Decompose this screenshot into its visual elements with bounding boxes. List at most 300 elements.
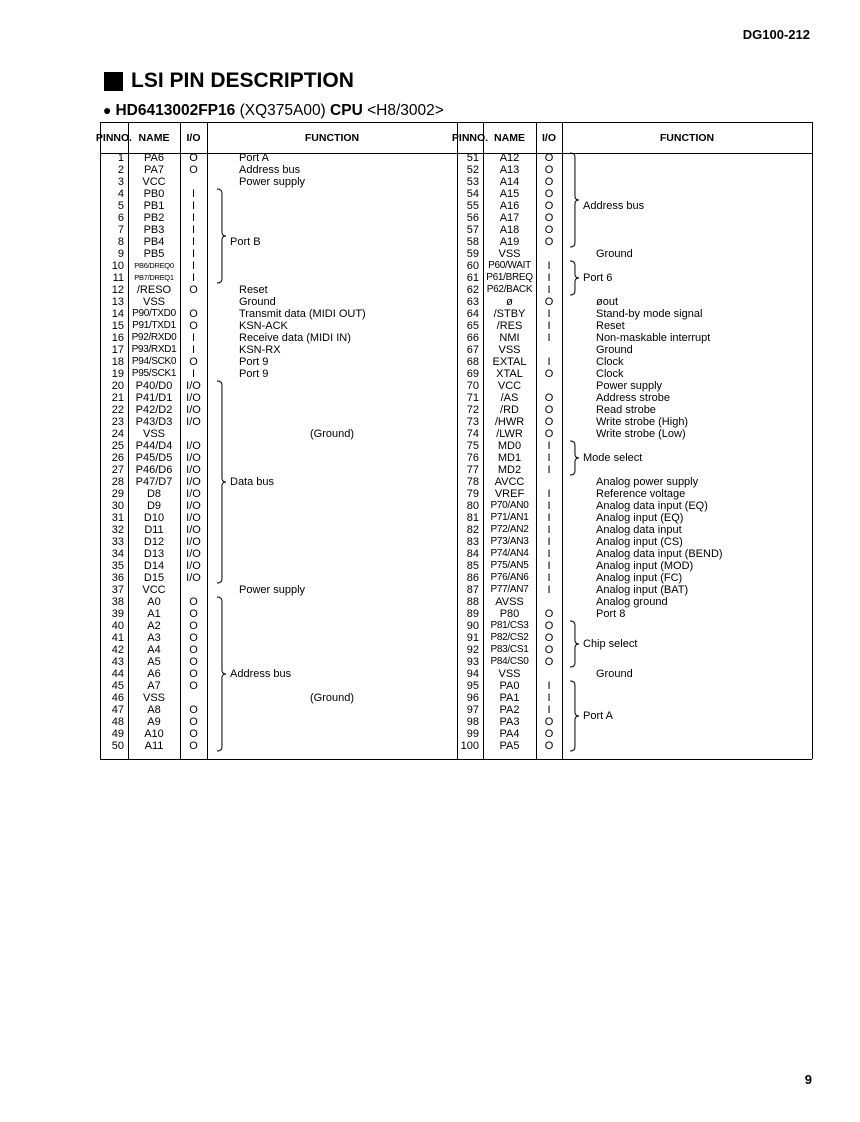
pin-name: VSS (142, 428, 165, 440)
pin-function: KSN-RX (239, 344, 281, 356)
pin-name: P47/D7 (135, 476, 173, 488)
pin-number: 83 (466, 536, 479, 548)
pin-io: I/O (186, 440, 201, 452)
pin-name: A17 (499, 212, 520, 224)
pin-name: D15 (143, 572, 165, 584)
pin-io: I (191, 344, 196, 356)
pin-name: P91/TXD1 (132, 320, 176, 331)
header-name: NAME (494, 131, 525, 144)
pin-number: 57 (466, 224, 479, 236)
pin-function: Power supply (239, 584, 306, 596)
pin-number: 41 (111, 632, 124, 644)
pin-number: 30 (111, 500, 124, 512)
table-border (100, 759, 457, 760)
pin-name: A11 (144, 740, 164, 752)
pin-name: P82/CS2 (490, 632, 529, 643)
pin-io: I (547, 284, 551, 296)
pin-name: /RES (496, 320, 523, 332)
pin-function: Port 9 (239, 356, 269, 368)
pin-io: O (544, 188, 554, 200)
bullet-icon: ● (103, 102, 112, 118)
pin-io: I (547, 524, 551, 536)
group-label: Chip select (583, 638, 638, 650)
pin-number: 87 (466, 584, 479, 596)
pin-number: 80 (466, 500, 479, 512)
pin-name: P93/RXD1 (131, 344, 177, 355)
pin-io: O (189, 608, 198, 620)
pin-number: 11 (112, 272, 124, 284)
pin-function: Analog ground (596, 596, 668, 608)
pin-number: 100 (460, 740, 479, 752)
pin-name: A6 (147, 668, 161, 680)
pin-number: 94 (466, 668, 479, 680)
pin-name: PB2 (143, 212, 165, 224)
pin-name: MD2 (497, 464, 522, 476)
pin-name: P73/AN3 (490, 536, 529, 547)
section-heading (104, 68, 354, 94)
pin-number: 34 (111, 548, 124, 560)
pin-io: O (544, 716, 554, 728)
group-label: (Ground) (309, 428, 355, 440)
pin-number: 55 (466, 200, 479, 212)
group-brace (570, 261, 579, 295)
pin-number: 91 (466, 632, 479, 644)
pin-io: I (191, 272, 196, 284)
pin-number: 93 (466, 656, 479, 668)
pin-io: I/O (186, 572, 201, 584)
pin-io: I (547, 692, 551, 704)
pin-name: A4 (147, 644, 161, 656)
pin-io: O (189, 152, 198, 164)
pin-name: P75/AN5 (490, 560, 529, 571)
pin-name: A13 (499, 164, 520, 176)
pin-name: PA6 (144, 152, 164, 164)
pin-io: I (191, 248, 196, 260)
pin-number: 12 (111, 284, 124, 296)
pin-io: I (547, 488, 551, 500)
pin-io: O (189, 632, 198, 644)
group-label: Data bus (230, 476, 275, 488)
pin-io: I (191, 200, 196, 212)
pin-function: Address bus (239, 164, 301, 176)
pin-io: O (544, 296, 554, 308)
pin-number: 95 (466, 680, 479, 692)
pin-function: Port 9 (239, 368, 269, 380)
pin-name: MD1 (497, 452, 522, 464)
pin-number: 90 (466, 620, 479, 632)
pin-number: 14 (111, 308, 124, 320)
pin-name: A14 (499, 176, 520, 188)
pin-io: O (189, 728, 198, 740)
pin-number: 15 (111, 320, 124, 332)
group-label: Address bus (230, 668, 292, 680)
pin-io: I/O (186, 416, 201, 428)
pin-name: A2 (147, 620, 161, 632)
pin-number: 27 (111, 464, 124, 476)
pin-name: P61/BREQ (486, 272, 533, 283)
pin-name: P72/AN2 (490, 524, 529, 535)
group-brace (217, 597, 226, 751)
pin-name: A16 (499, 200, 520, 212)
pin-number: 35 (111, 560, 124, 572)
pin-io: O (189, 320, 198, 332)
pin-io: I/O (186, 560, 201, 572)
pin-number: 89 (466, 608, 479, 620)
pin-name: PA1 (499, 692, 520, 704)
pin-name: A9 (147, 716, 161, 728)
pin-number: 19 (111, 368, 124, 380)
pin-name: A15 (499, 188, 520, 200)
pin-io: I (547, 500, 551, 512)
group-label: Mode select (583, 452, 643, 464)
pin-number: 40 (111, 620, 124, 632)
pin-function: Power supply (239, 176, 306, 188)
pin-io: O (544, 224, 554, 236)
header-pin-line2: NO. (113, 131, 133, 144)
pin-io: I (547, 320, 551, 332)
pin-number: 24 (111, 428, 124, 440)
pin-io: I (547, 584, 551, 596)
pin-name: /RD (500, 404, 519, 416)
pin-number: 26 (111, 452, 124, 464)
pin-number: 64 (466, 308, 479, 320)
pin-number: 42 (111, 644, 124, 656)
section-title: LSI PIN DESCRIPTION (131, 69, 354, 92)
group-label: Port B (230, 236, 261, 248)
pin-name: P70/AN0 (490, 500, 529, 511)
pin-name: EXTAL (492, 356, 527, 368)
pin-io: I (547, 464, 551, 476)
pin-number: 29 (111, 488, 124, 500)
pin-io: O (544, 620, 554, 632)
pin-name: PB1 (143, 200, 165, 212)
pin-name: A1 (147, 608, 161, 620)
pin-number: 8 (117, 236, 124, 248)
pin-name: VCC (142, 176, 166, 188)
header-name: NAME (138, 131, 170, 144)
pin-number: 88 (466, 596, 479, 608)
pin-io: O (189, 308, 198, 320)
pin-number: 82 (466, 524, 479, 536)
pin-io: O (544, 428, 554, 440)
pin-name: P83/CS1 (490, 644, 529, 655)
pin-number: 81 (466, 512, 479, 524)
pin-io: I/O (186, 488, 201, 500)
pin-io: I (547, 332, 551, 344)
pin-io: I (547, 548, 551, 560)
pin-number: 25 (111, 440, 124, 452)
pin-name: AVCC (494, 476, 525, 488)
pin-name: D10 (143, 512, 165, 524)
pin-number: 6 (117, 212, 124, 224)
chip-type: CPU (330, 102, 363, 119)
pin-name: P76/AN6 (490, 572, 529, 583)
pin-name: A10 (144, 728, 164, 740)
pin-number: 20 (111, 380, 124, 392)
pin-number: 96 (466, 692, 479, 704)
pin-number: 21 (111, 392, 124, 404)
pin-number: 69 (466, 368, 479, 380)
pin-number: 92 (466, 644, 479, 656)
pin-name: P45/D5 (135, 452, 173, 464)
pin-io: I (191, 212, 196, 224)
pin-number: 98 (466, 716, 479, 728)
pin-function: Ground (596, 248, 633, 260)
pin-function: Reference voltage (596, 488, 686, 500)
header-function: FUNCTION (304, 131, 360, 144)
pin-name: PB0 (143, 188, 165, 200)
pin-number: 63 (466, 296, 479, 308)
table-border (457, 759, 812, 760)
pin-number: 13 (111, 296, 124, 308)
pin-name: A5 (147, 656, 161, 668)
pin-io: I/O (186, 404, 201, 416)
pin-function: øout (596, 296, 619, 308)
pin-number: 44 (111, 668, 124, 680)
pin-function: Port A (239, 152, 269, 164)
pin-io: O (544, 236, 554, 248)
chip-code: (XQ375A00) (239, 102, 326, 119)
group-label: Address bus (583, 200, 645, 212)
pin-name: A18 (499, 224, 520, 236)
group-label: Port A (583, 710, 613, 722)
pin-name: A19 (499, 236, 520, 248)
pin-number: 86 (466, 572, 479, 584)
pin-name: PA2 (499, 704, 520, 716)
chip-title (103, 102, 444, 120)
pin-number: 70 (466, 380, 479, 392)
header-pin-line2: NO. (469, 131, 489, 144)
pin-function: Clock (596, 368, 624, 380)
pin-io: O (189, 704, 198, 716)
pin-function: Reset (596, 320, 625, 332)
pin-name: VREF (494, 488, 525, 500)
pin-table-right (451, 122, 812, 759)
pin-io: I/O (186, 476, 201, 488)
pin-io: I (547, 680, 551, 692)
pin-name: VSS (142, 692, 165, 704)
heading-square-marker (104, 72, 123, 91)
group-braces (457, 122, 812, 759)
pin-io: I (547, 272, 551, 284)
pin-name: P46/D6 (135, 464, 173, 476)
pin-name: P60/WAIT (488, 260, 531, 271)
pin-number: 48 (111, 716, 124, 728)
group-brace (217, 381, 226, 583)
pin-number: 10 (111, 260, 124, 272)
pin-number: 5 (117, 200, 124, 212)
pin-io: I (547, 440, 551, 452)
pin-io: I (547, 560, 551, 572)
pin-name: PA7 (144, 164, 164, 176)
pin-function: Ground (239, 296, 276, 308)
pin-name: P40/D0 (135, 380, 173, 392)
pin-io: O (189, 656, 198, 668)
pin-function: Write strobe (High) (596, 416, 689, 428)
document-model-code: DG100-212 (742, 27, 810, 42)
pin-name: P44/D4 (135, 440, 173, 452)
pin-io: O (544, 656, 554, 668)
pin-io: I/O (186, 464, 201, 476)
pin-number: 73 (466, 416, 479, 428)
pin-io: O (544, 740, 554, 752)
group-label: Port 6 (583, 272, 613, 284)
pin-number: 60 (466, 260, 479, 272)
pin-number: 49 (111, 728, 124, 740)
pin-name: A8 (147, 704, 161, 716)
pin-name: AVSS (495, 596, 524, 608)
pin-number: 61 (466, 272, 479, 284)
pin-number: 23 (111, 416, 124, 428)
pin-io: I/O (186, 548, 201, 560)
pin-io: O (544, 164, 554, 176)
pin-name: P95/SCK1 (131, 368, 177, 379)
pin-name: D11 (144, 524, 164, 536)
pin-function: Analog power supply (596, 476, 699, 488)
pin-io: I (191, 260, 196, 272)
pin-io: I (191, 368, 196, 380)
pin-name: PA4 (499, 728, 520, 740)
page-number: 9 (804, 1072, 812, 1087)
pin-name: PA5 (499, 740, 520, 752)
header-pin-line1: PIN (95, 131, 114, 144)
pin-number: 18 (111, 356, 124, 368)
pin-number: 1 (117, 152, 124, 164)
group-brace (217, 189, 226, 283)
pin-io: O (189, 284, 198, 296)
pin-io: O (544, 212, 554, 224)
header-io: I/O (541, 131, 556, 144)
pin-function: Analog data input (BEND) (596, 548, 723, 560)
pin-io: I/O (186, 380, 201, 392)
pin-io: I (547, 308, 551, 320)
pin-number: 75 (466, 440, 479, 452)
pin-number: 38 (111, 596, 124, 608)
pin-number: 28 (111, 476, 124, 488)
pin-io: I/O (186, 524, 201, 536)
pin-number: 45 (111, 680, 124, 692)
chip-architecture: <H8/3002> (367, 102, 444, 119)
pin-function: Non-maskable interrupt (596, 332, 711, 344)
pin-number: 72 (466, 404, 479, 416)
pin-io: I/O (186, 452, 201, 464)
pin-io: O (189, 740, 198, 752)
pin-number: 97 (466, 704, 479, 716)
pin-name: VSS (142, 296, 165, 308)
pin-name: ø (506, 296, 513, 308)
pin-name: A0 (147, 596, 161, 608)
pin-io: I/O (186, 500, 201, 512)
pin-function: Reset (239, 284, 268, 296)
pin-number: 31 (111, 512, 124, 524)
pin-number: 53 (466, 176, 479, 188)
pin-io: O (544, 728, 554, 740)
pin-number: 3 (117, 176, 124, 188)
pin-number: 84 (466, 548, 479, 560)
pin-name: P43/D3 (135, 416, 173, 428)
group-brace (570, 153, 579, 247)
pin-table-left (95, 122, 457, 759)
pin-function: Stand-by mode signal (596, 308, 703, 320)
pin-name: P71/AN1 (490, 512, 529, 523)
pin-name: D13 (143, 548, 165, 560)
pin-number: 46 (111, 692, 124, 704)
pin-number: 37 (111, 584, 124, 596)
pin-io: I (547, 452, 551, 464)
pin-function: Read strobe (596, 404, 656, 416)
pin-number: 17 (111, 344, 124, 356)
pin-name: VSS (498, 248, 521, 260)
pin-name: PB4 (143, 236, 165, 248)
pin-number: 32 (111, 524, 124, 536)
pin-name: D12 (143, 536, 165, 548)
pin-name: VCC (142, 584, 166, 596)
pin-name: PA0 (499, 680, 520, 692)
pin-name: P92/RXD0 (131, 332, 177, 343)
pin-function: Power supply (596, 380, 663, 392)
pin-io: I (547, 356, 551, 368)
pin-function: Analog data input (596, 524, 682, 536)
pin-io: I (547, 512, 551, 524)
pin-io: O (544, 152, 554, 164)
pin-name: P84/CS0 (490, 656, 529, 667)
pin-function: Transmit data (MIDI OUT) (239, 308, 366, 320)
pin-io: O (544, 392, 554, 404)
pin-io: O (544, 632, 554, 644)
pin-name: P62/BACK (486, 284, 533, 295)
pin-number: 22 (111, 404, 124, 416)
pin-io: O (544, 644, 554, 656)
pin-number: 67 (466, 344, 479, 356)
group-brace (570, 681, 579, 751)
pin-io: O (189, 356, 198, 368)
header-io: I/O (186, 131, 201, 144)
pin-function: Analog input (MOD) (596, 560, 694, 572)
pin-number: 62 (466, 284, 479, 296)
pin-name: XTAL (496, 368, 523, 380)
pin-function: Analog input (FC) (596, 572, 683, 584)
pin-name: A12 (499, 152, 520, 164)
pin-number: 36 (111, 572, 124, 584)
pin-number: 43 (111, 656, 124, 668)
pin-name: VSS (498, 344, 521, 356)
pin-io: I/O (186, 536, 201, 548)
pin-name: /STBY (493, 308, 526, 320)
pin-number: 85 (466, 560, 479, 572)
pin-name: /HWR (494, 416, 525, 428)
pin-name: P94/SCK0 (131, 356, 177, 367)
pin-io: I (191, 236, 196, 248)
pin-number: 2 (117, 164, 124, 176)
pin-name: PB3 (143, 224, 165, 236)
pin-io: I (547, 572, 551, 584)
pin-name: P90/TXD0 (132, 308, 176, 319)
pin-io: O (544, 200, 554, 212)
pin-number: 78 (466, 476, 479, 488)
pin-name: MD0 (497, 440, 522, 452)
pin-name: NMI (499, 332, 520, 344)
pin-io: O (189, 668, 198, 680)
pin-function: Receive data (MIDI IN) (239, 332, 351, 344)
pin-number: 56 (466, 212, 479, 224)
group-brace (570, 621, 579, 667)
pin-io: I (547, 260, 551, 272)
pin-number: 54 (466, 188, 479, 200)
pin-number: 4 (117, 188, 124, 200)
pin-io: I (191, 188, 196, 200)
pin-number: 71 (466, 392, 479, 404)
pin-name: P77/AN7 (490, 584, 529, 595)
